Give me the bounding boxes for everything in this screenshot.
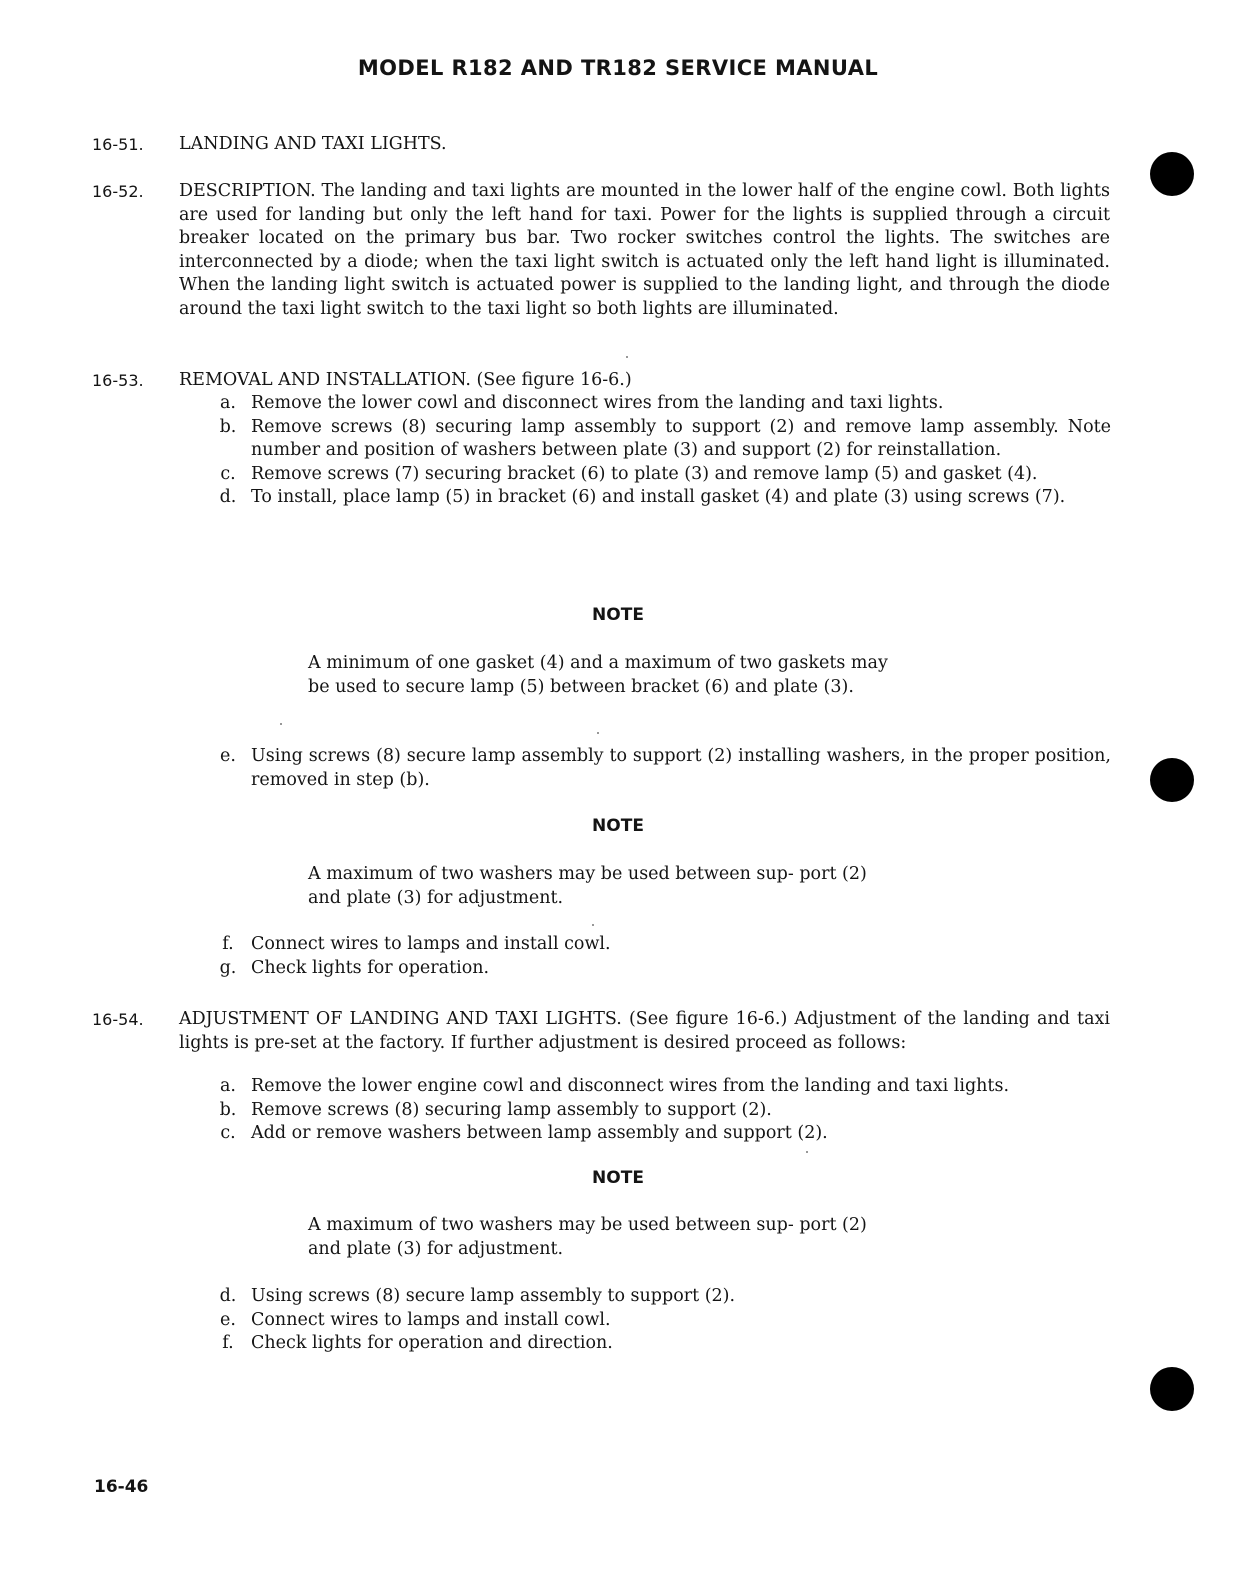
list-item bbox=[213, 1332, 1111, 1356]
list-item bbox=[213, 745, 1111, 792]
final-steps-list bbox=[92, 933, 1110, 980]
step-letter: f. bbox=[222, 1333, 234, 1354]
section-16-54 bbox=[92, 1008, 1110, 1055]
step-letter: e. bbox=[220, 746, 236, 766]
scan-speck bbox=[626, 356, 628, 358]
revision-bullet bbox=[1150, 152, 1194, 196]
description-paragraph: DESCRIPTION. The landing and taxi lights are mounted in the lower half of the engine cowl. Both lights are used for landing but only the left hand for taxi. Power for the lights is supplied through a circuit breaker located on the primary bus bar. Two rocker switches control the lights. The switches are interconnected by a diode; when the taxi light switch is actuated only the left hand light is illuminated. When the landing light switch is actuated power is supplied to the landing light, and through the diode around the taxi light switch to the taxi light so both lights are illuminated. bbox=[179, 181, 1110, 319]
step-letter: c. bbox=[220, 463, 236, 484]
step-text: Check lights for operation. bbox=[251, 957, 490, 978]
list-item bbox=[213, 1099, 1111, 1123]
note-heading: NOTE bbox=[592, 1168, 644, 1188]
step-letter: e. bbox=[220, 1309, 236, 1330]
section-16-53 bbox=[92, 369, 1110, 393]
step-letter: a. bbox=[220, 1076, 236, 1096]
list-item bbox=[213, 1075, 1111, 1099]
section-16-52 bbox=[92, 180, 1110, 322]
list-item bbox=[213, 463, 1111, 487]
install-step-list bbox=[92, 745, 1110, 792]
removal-steps-list bbox=[92, 392, 1110, 510]
section-heading: LANDING AND TAXI LIGHTS. bbox=[179, 134, 447, 154]
adjustment-paragraph: ADJUSTMENT OF LANDING AND TAXI LIGHTS. (See figure 16-6.) Adjustment of the landing and taxi lights is pre-set at the factory. If further adjustment is desired proceed as follows: bbox=[179, 1009, 1110, 1053]
step-letter: b. bbox=[219, 1099, 237, 1120]
note-text: A minimum of one gasket (4) and a maximum of two gaskets may be used to secure lamp (5) between bracket (6) and plate (3). bbox=[308, 653, 888, 697]
section-heading: REMOVAL AND INSTALLATION. (See figure 16-6.) bbox=[179, 370, 632, 390]
scan-speck bbox=[806, 1151, 808, 1153]
list-item bbox=[213, 1285, 1111, 1309]
step-text: Remove the lower cowl and disconnect wires from the landing and taxi lights. bbox=[251, 393, 944, 413]
step-letter: a. bbox=[220, 393, 236, 413]
step-text: Remove screws (8) securing lamp assembly to support (2). bbox=[251, 1099, 772, 1120]
list-item bbox=[213, 416, 1111, 463]
step-letter: d. bbox=[219, 1286, 237, 1306]
scan-speck bbox=[280, 723, 282, 725]
list-item bbox=[213, 1122, 1111, 1146]
list-item bbox=[213, 1309, 1111, 1333]
note-text: A maximum of two washers may be used between sup- port (2) and plate (3) for adjustment. bbox=[308, 1215, 867, 1259]
revision-bullet bbox=[1150, 758, 1194, 802]
page-number: 16-46 bbox=[94, 1477, 149, 1497]
list-item bbox=[213, 486, 1111, 510]
adjustment-steps-list bbox=[92, 1075, 1110, 1146]
section-number: 16-51. bbox=[92, 135, 144, 154]
section-number: 16-54. bbox=[92, 1010, 144, 1029]
step-text: Connect wires to lamps and install cowl. bbox=[251, 934, 611, 954]
step-text: Using screws (8) secure lamp assembly to support (2). bbox=[251, 1286, 736, 1306]
step-letter: d. bbox=[219, 487, 237, 508]
scan-speck bbox=[597, 732, 599, 734]
note-heading: NOTE bbox=[592, 605, 644, 625]
section-number: 16-53. bbox=[92, 371, 144, 390]
list-item bbox=[213, 392, 1111, 416]
page-title: MODEL R182 AND TR182 SERVICE MANUAL bbox=[357, 56, 879, 80]
section-number: 16-52. bbox=[92, 182, 144, 201]
adjustment-final-steps-list bbox=[92, 1285, 1110, 1356]
note-heading: NOTE bbox=[592, 816, 644, 836]
step-letter: b. bbox=[219, 416, 237, 437]
note-text: A maximum of two washers may be used between sup- port (2) and plate (3) for adjustment. bbox=[308, 864, 867, 908]
step-letter: g. bbox=[219, 957, 237, 978]
section-16-51 bbox=[92, 133, 1110, 157]
scan-speck bbox=[592, 924, 594, 926]
step-text: Remove screws (7) securing bracket (6) to plate (3) and remove lamp (5) and gasket (4). bbox=[251, 463, 1038, 484]
step-text: Add or remove washers between lamp assembly and support (2). bbox=[251, 1123, 828, 1144]
step-text: Using screws (8) secure lamp assembly to support (2) installing washers, in the proper position, removed in step (b). bbox=[251, 746, 1111, 790]
list-item bbox=[213, 957, 1111, 981]
step-text: Check lights for operation and direction. bbox=[251, 1333, 613, 1354]
step-text: Remove screws (8) securing lamp assembly to support (2) and remove lamp assembly. Note number and position of washers between plate (3) and support (2) for reinstallation. bbox=[251, 416, 1111, 461]
revision-bullet bbox=[1150, 1367, 1194, 1411]
step-letter: c. bbox=[220, 1123, 236, 1144]
step-letter: f. bbox=[222, 934, 234, 954]
step-text: Connect wires to lamps and install cowl. bbox=[251, 1309, 611, 1330]
step-text: To install, place lamp (5) in bracket (6) and install gasket (4) and plate (3) using screws (7). bbox=[251, 487, 1066, 508]
list-item bbox=[213, 933, 1111, 957]
step-text: Remove the lower engine cowl and disconnect wires from the landing and taxi lights. bbox=[251, 1076, 1010, 1096]
